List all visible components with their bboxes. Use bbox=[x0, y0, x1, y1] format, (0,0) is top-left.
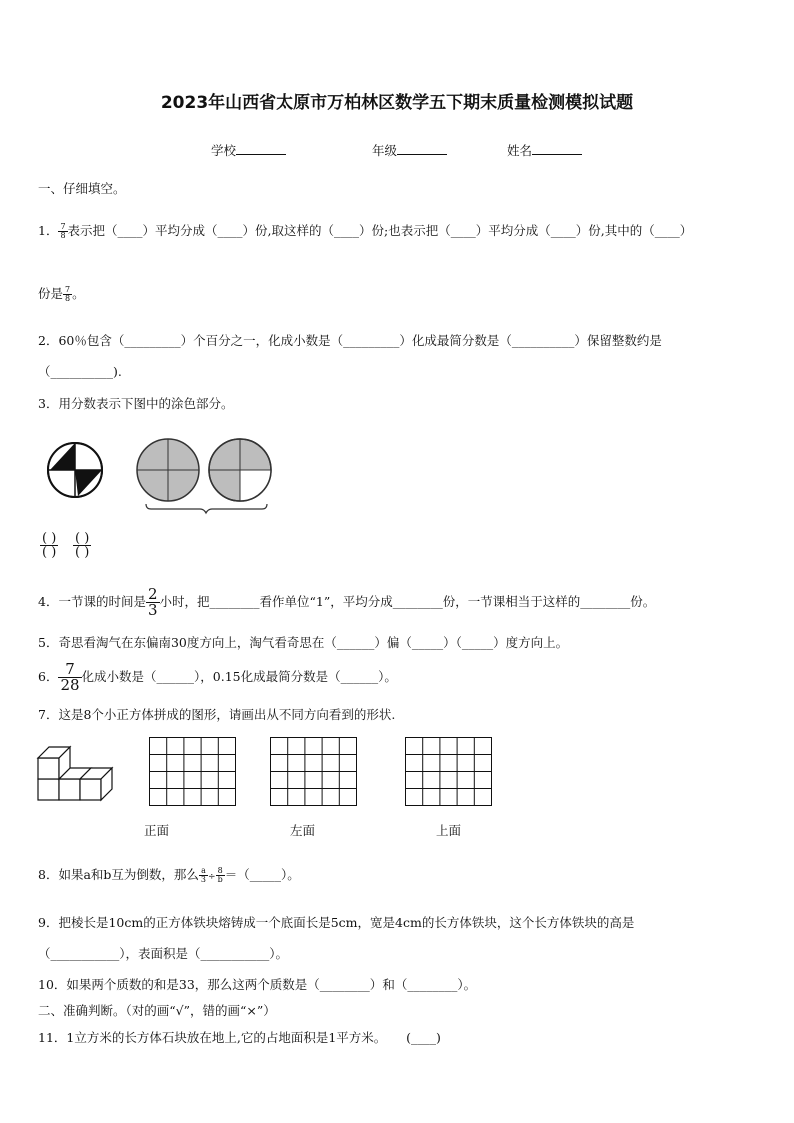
q7-grid-top bbox=[405, 737, 492, 807]
q1-text-2: 份是 bbox=[38, 286, 64, 301]
q8-fraction-1-numerator: a bbox=[199, 867, 208, 876]
q3-circle-3 bbox=[209, 439, 271, 501]
section-2-heading: 二、准确判断。（对的画“√”，错的画“×”） bbox=[38, 1003, 276, 1018]
question-7: 7．这是8个小正方体拼成的图形，请画出从不同方向看到的形状. bbox=[38, 707, 396, 722]
q1-text: 表示把（____）平均分成（____）份,取这样的（____）份;也表示把（____）平均分成（____）份,其中的（____） bbox=[67, 223, 693, 238]
name-label: 姓名 bbox=[507, 143, 533, 158]
q3-circle-2 bbox=[137, 439, 199, 501]
question-10: 10．如果两个质数的和是33，那么这两个质数是（________）和（________）。 bbox=[38, 977, 477, 992]
q1-fraction-2-numerator: 7 bbox=[65, 285, 71, 294]
q1-fraction bbox=[58, 223, 67, 240]
q4-post: 小时，把________看作单位“1”，平均分成________份，一节课相当于这样的________份。 bbox=[159, 594, 656, 609]
q1-end: 。 bbox=[72, 286, 85, 301]
q4-fraction-numerator: 2 bbox=[147, 585, 158, 603]
q3-answer-fraction-2 bbox=[73, 532, 91, 559]
q3-answer-2-denominator: ( ) bbox=[75, 545, 90, 560]
q3-circle-1 bbox=[48, 443, 102, 497]
q3-answer-1-denominator: ( ) bbox=[42, 545, 57, 560]
school-blank bbox=[236, 142, 286, 155]
grade-field bbox=[372, 141, 447, 159]
q7-label-left: 左面 bbox=[290, 823, 316, 838]
q6-fraction-numerator: 7 bbox=[58, 662, 81, 678]
q7-label-top: 上面 bbox=[436, 823, 462, 838]
question-2-line1: 2．60％包含（_________）个百分之一，化成小数是（_________）化成最简分数是（__________）保留整数约是 bbox=[38, 333, 662, 348]
grade-label: 年级 bbox=[372, 143, 398, 158]
question-11: 11．1立方米的长方体石块放在地上,它的占地面积是1平方米。 (____) bbox=[38, 1030, 441, 1045]
name-blank bbox=[532, 142, 582, 155]
q3-answer-1-numerator: ( ) bbox=[42, 531, 57, 546]
question-1-line1 bbox=[38, 222, 692, 240]
q3-answer-2-numerator: ( ) bbox=[75, 531, 90, 546]
q7-grid-front bbox=[149, 737, 236, 807]
q6-fraction-denominator: 28 bbox=[60, 676, 80, 694]
school-label: 学校 bbox=[211, 143, 237, 158]
q1-number: 1． bbox=[38, 223, 59, 238]
q3-answer-fraction-1 bbox=[40, 532, 58, 559]
question-1-line2 bbox=[38, 285, 85, 303]
question-3: 3．用分数表示下图中的涂色部分。 bbox=[38, 396, 234, 411]
q3-answer-2 bbox=[73, 532, 91, 559]
name-field bbox=[507, 141, 582, 159]
q8-fraction-1 bbox=[199, 867, 208, 884]
q3-brace bbox=[146, 504, 267, 513]
q1-fraction-2-denominator: 8 bbox=[65, 294, 71, 303]
question-9-line2: （___________），表面积是（___________）。 bbox=[38, 946, 289, 961]
q1-fraction-numerator: 7 bbox=[60, 222, 66, 231]
q8-fraction-2 bbox=[216, 867, 225, 884]
q4-pre: 4．一节课的时间是 bbox=[38, 594, 146, 609]
q8-fraction-1-denominator: 3 bbox=[200, 875, 207, 884]
question-5: 5．奇思看淘气在东偏南30度方向上，淘气看奇思在（______）偏（_____）（_____）度方向上。 bbox=[38, 635, 569, 650]
q4-fraction-denominator: 3 bbox=[147, 601, 158, 619]
q7-cube-figure bbox=[36, 740, 118, 802]
q6-post: 化成小数是（______），0.15化成最简分数是（______）。 bbox=[81, 669, 397, 684]
q1-fraction-2 bbox=[63, 286, 72, 303]
q8-post: ＝（_____）。 bbox=[224, 867, 300, 882]
question-4 bbox=[38, 587, 655, 618]
question-8 bbox=[38, 866, 300, 886]
q3-answer-1 bbox=[40, 532, 58, 559]
school-field bbox=[211, 141, 286, 159]
q8-fraction-2-denominator: b bbox=[217, 875, 223, 884]
q4-fraction bbox=[146, 587, 160, 618]
grade-blank bbox=[397, 142, 447, 155]
q7-label-front: 正面 bbox=[144, 823, 170, 838]
q6-fraction bbox=[58, 662, 81, 693]
section-1-heading: 一、仔细填空。 bbox=[38, 181, 126, 196]
q8-pre: 8．如果a和b互为倒数，那么 bbox=[38, 867, 199, 882]
q3-figures bbox=[40, 430, 290, 515]
q8-fraction-2-numerator: 8 bbox=[216, 867, 225, 876]
question-6 bbox=[38, 662, 397, 693]
q6-pre: 6． bbox=[38, 669, 59, 684]
q7-grid-left bbox=[270, 737, 357, 807]
q1-fraction-denominator: 8 bbox=[60, 231, 66, 240]
q8-operator: ÷ bbox=[208, 872, 216, 882]
page-title: 2023年山西省太原市万柏林区数学五下期末质量检测模拟试题 bbox=[160, 93, 634, 113]
question-2-line2: （__________). bbox=[38, 364, 122, 379]
question-9-line1: 9．把棱长是10cm的正方体铁块熔铸成一个底面长是5cm，宽是4cm的长方体铁块，这个长方体铁块的高是 bbox=[38, 915, 635, 930]
